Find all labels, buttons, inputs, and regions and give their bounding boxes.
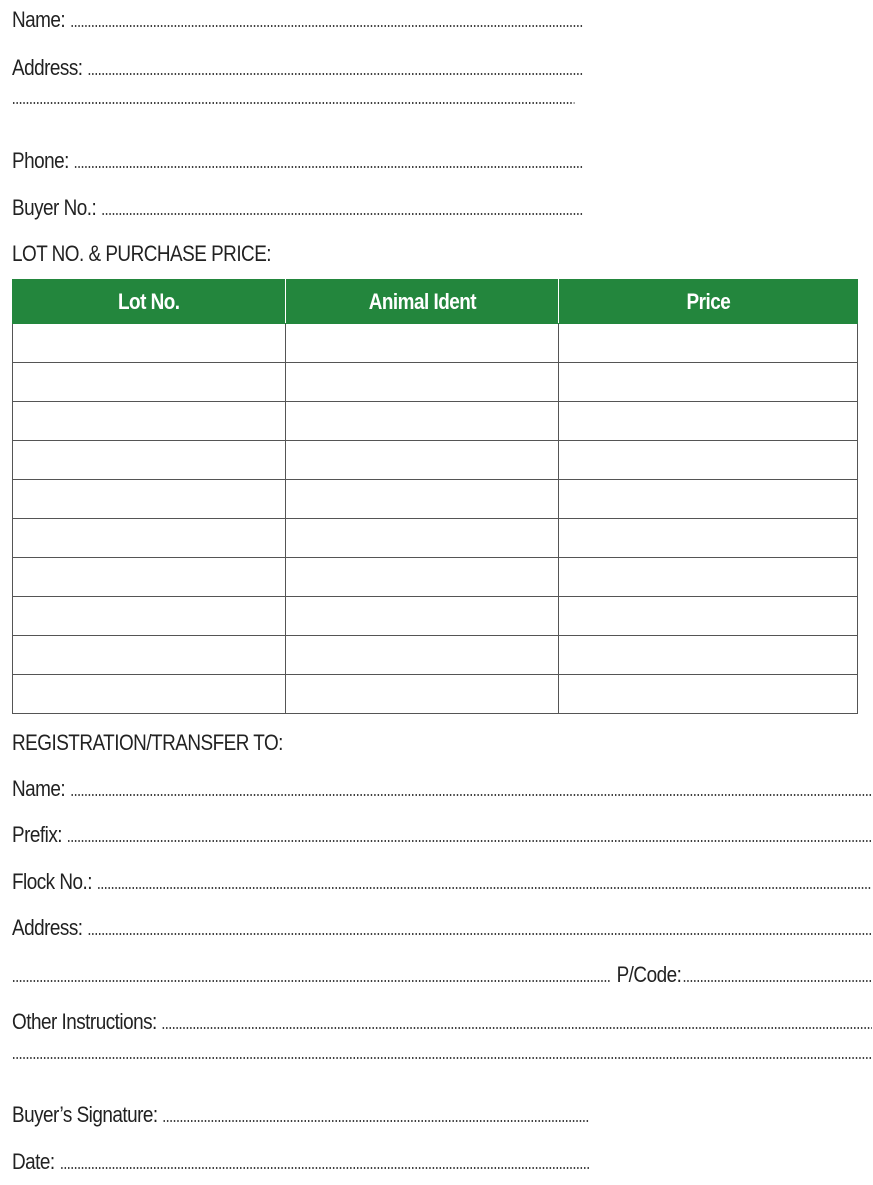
lots-heading: LOT NO. & PURCHASE PRICE: [12, 241, 272, 266]
table-row [13, 636, 858, 675]
animal-ident-cell[interactable] [286, 558, 559, 597]
animal-ident-cell[interactable] [286, 597, 559, 636]
buyer-signature-label: Buyer’s Signature: [12, 1102, 158, 1127]
buyer-address-line-2[interactable] [12, 101, 574, 110]
lot-no-cell[interactable] [13, 519, 286, 558]
date-dotted-line[interactable] [60, 1166, 590, 1170]
buyer-name-label: Name: [12, 7, 66, 32]
animal-ident-cell[interactable] [286, 519, 559, 558]
lot-no-cell[interactable] [13, 558, 286, 597]
registration-address-field[interactable] [12, 915, 872, 941]
registration-address-line-2-dots[interactable] [12, 979, 611, 983]
price-cell[interactable] [559, 675, 858, 714]
buyer-signature-field[interactable] [12, 1102, 590, 1128]
table-row [13, 363, 858, 402]
buyer-name-field[interactable] [12, 7, 584, 33]
other-instructions-label: Other Instructions: [12, 1009, 157, 1034]
lot-no-cell[interactable] [13, 636, 286, 675]
lot-no-cell[interactable] [13, 363, 286, 402]
table-row [13, 441, 858, 480]
price-cell[interactable] [559, 558, 858, 597]
animal-ident-cell[interactable] [286, 441, 559, 480]
column-header-lot-no: Lot No. [13, 280, 286, 324]
other-instructions-dotted-line[interactable] [162, 1026, 872, 1030]
pcode-label: P/Code: [616, 962, 682, 987]
animal-ident-cell[interactable] [286, 363, 559, 402]
buyer-no-field[interactable] [12, 195, 584, 221]
lot-no-cell[interactable] [13, 402, 286, 441]
column-header-price: Price [559, 280, 858, 324]
registration-heading: REGISTRATION/TRANSFER TO: [12, 730, 283, 755]
lot-no-cell[interactable] [13, 597, 286, 636]
animal-ident-cell[interactable] [286, 480, 559, 519]
buyer-signature-dotted-line[interactable] [163, 1119, 590, 1123]
table-row [13, 558, 858, 597]
price-cell[interactable] [559, 324, 858, 363]
registration-name-field[interactable] [12, 776, 872, 802]
registration-address-pcode-row[interactable] [12, 962, 872, 988]
other-instructions-line-2-dots[interactable] [12, 1056, 872, 1060]
lot-no-cell[interactable] [13, 441, 286, 480]
pcode-dotted-line[interactable] [683, 979, 872, 983]
registration-address-dotted-line[interactable] [88, 932, 872, 936]
buyer-phone-dotted-line[interactable] [74, 165, 584, 169]
registration-prefix-field[interactable] [12, 822, 872, 848]
table-row [13, 675, 858, 714]
registration-flock-no-label: Flock No.: [12, 869, 93, 894]
other-instructions-field[interactable] [12, 1009, 872, 1035]
date-label: Date: [12, 1149, 55, 1174]
column-header-animal-ident: Animal Ident [286, 280, 559, 324]
price-cell[interactable] [559, 441, 858, 480]
price-cell[interactable] [559, 363, 858, 402]
registration-flock-no-dotted-line[interactable] [97, 886, 872, 890]
table-row [13, 519, 858, 558]
registration-name-dotted-line[interactable] [70, 793, 872, 797]
table-row [13, 402, 858, 441]
buyer-address-label: Address: [12, 55, 83, 80]
lot-no-cell[interactable] [13, 324, 286, 363]
price-cell[interactable] [559, 480, 858, 519]
table-row [13, 324, 858, 363]
price-cell[interactable] [559, 636, 858, 675]
registration-prefix-dotted-line[interactable] [67, 839, 872, 843]
registration-flock-no-field[interactable] [12, 869, 872, 895]
price-cell[interactable] [559, 519, 858, 558]
animal-ident-cell[interactable] [286, 675, 559, 714]
buyer-address-line-2-dots[interactable] [12, 101, 574, 105]
buyer-address-field[interactable] [12, 55, 584, 81]
table-row [13, 480, 858, 519]
table-header-row [13, 280, 858, 324]
registration-address-label: Address: [12, 915, 83, 940]
table-row [13, 597, 858, 636]
buyer-phone-field[interactable] [12, 148, 584, 174]
buyer-no-dotted-line[interactable] [101, 212, 584, 216]
other-instructions-line-2[interactable] [12, 1056, 872, 1065]
buyer-address-dotted-line[interactable] [88, 72, 584, 76]
price-cell[interactable] [559, 402, 858, 441]
registration-name-label: Name: [12, 776, 66, 801]
animal-ident-cell[interactable] [286, 324, 559, 363]
price-cell[interactable] [559, 597, 858, 636]
lot-purchase-table [12, 279, 858, 714]
animal-ident-cell[interactable] [286, 636, 559, 675]
date-field[interactable] [12, 1149, 590, 1175]
buyer-name-dotted-line[interactable] [70, 24, 584, 28]
animal-ident-cell[interactable] [286, 402, 559, 441]
lot-no-cell[interactable] [13, 480, 286, 519]
registration-prefix-label: Prefix: [12, 822, 63, 847]
lot-no-cell[interactable] [13, 675, 286, 714]
buyer-phone-label: Phone: [12, 148, 69, 173]
buyer-no-label: Buyer No.: [12, 195, 97, 220]
